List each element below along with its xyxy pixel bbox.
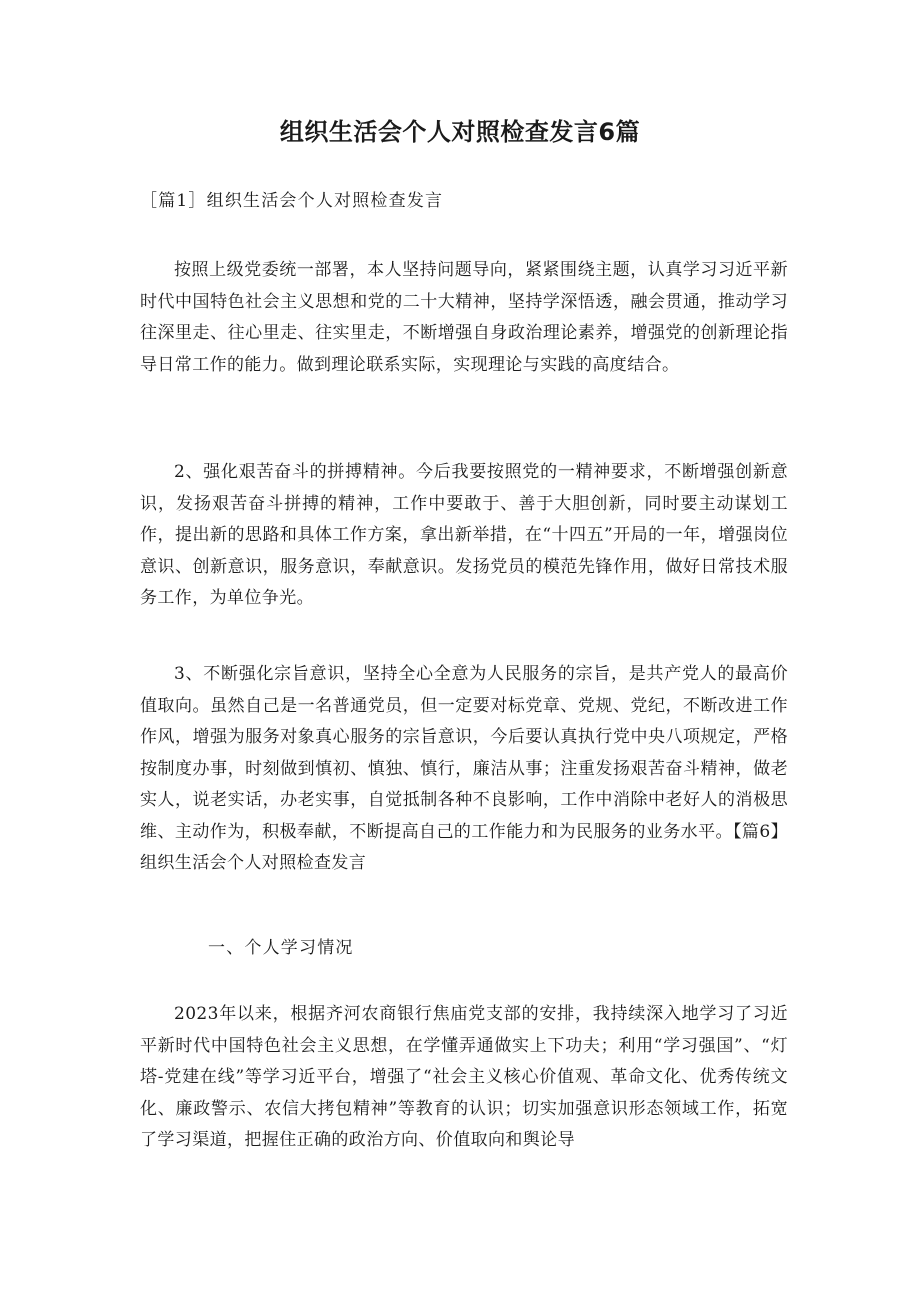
paragraph-1: 按照上级党委统一部署，本人坚持问题导向，紧紧围绕主题，认真学习习近平新时代中国特色社会主义思想和党的二十大精神，坚持学深悟透，融会贯通，推动学习往深里走、往心里走、往实里走，不断增强自身政治理论素养，增强党的创新理论指导日常工作的能力。做到理论联系实际，实现理论与实践的高度结合。 xyxy=(140,260,788,375)
paragraph-4: 2023年以来，根据齐河农商银行焦庙党支部的安排，我持续深入地学习了习近平新时代中国特色社会主义思想，在学懂弄通做实上下功夫；利用“学习强国”、“灯塔-党建在线”等学习近平台，增强了“社会主义核心价值观、革命文化、优秀传统文化、廉政警示、农信大拷包精神”等教育的认识；切实加强意识形态领域工作，拓宽了学习渠道，把握住正确的政治方向、价值取向和舆论导 xyxy=(140,1004,788,1150)
document-title: 组织生活会个人对照检查发言6篇 xyxy=(279,118,641,146)
subheading-personal-study: 一、个人学习情况 xyxy=(208,938,354,958)
paragraph-2: 2、强化艰苦奋斗的拼搏精神。今后我要按照党的一精神要求，不断增强创新意识，发扬艰苦奋斗拼搏的精神，工作中要敢于、善于大胆创新，同时要主动谋划工作，提出新的思路和具体工作方案，拿出新举措，在“十四五”开局的一年，增强岗位意识、创新意识，服务意识，奉献意识。发扬党员的模范先锋作用，做好日常技术服务工作，为单位争光。 xyxy=(140,462,788,608)
section-heading: ［篇1］组织生活会个人对照检查发言 xyxy=(140,191,444,211)
paragraph-3: 3、不断强化宗旨意识，坚持全心全意为人民服务的宗旨，是共产党人的最高价值取向。虽然自己是一名普通党员，但一定要对标党章、党规、党纪，不断改进工作作风，增强为服务对象真心服务的宗旨意识，今后要认真执行党中央八项规定，严格按制度办事，时刻做到慎初、慎独、慎行，廉洁从事；注重发扬艰苦奋斗精神，做老实人，说老实话，办老实事，自觉抵制各种不良影响，工作中消除中老好人的消极思维、主动作为，积极奉献，不断提高自己的工作能力和为民服务的业务水平。【篇6】组织生活会个人对照检查发言 xyxy=(140,664,788,873)
